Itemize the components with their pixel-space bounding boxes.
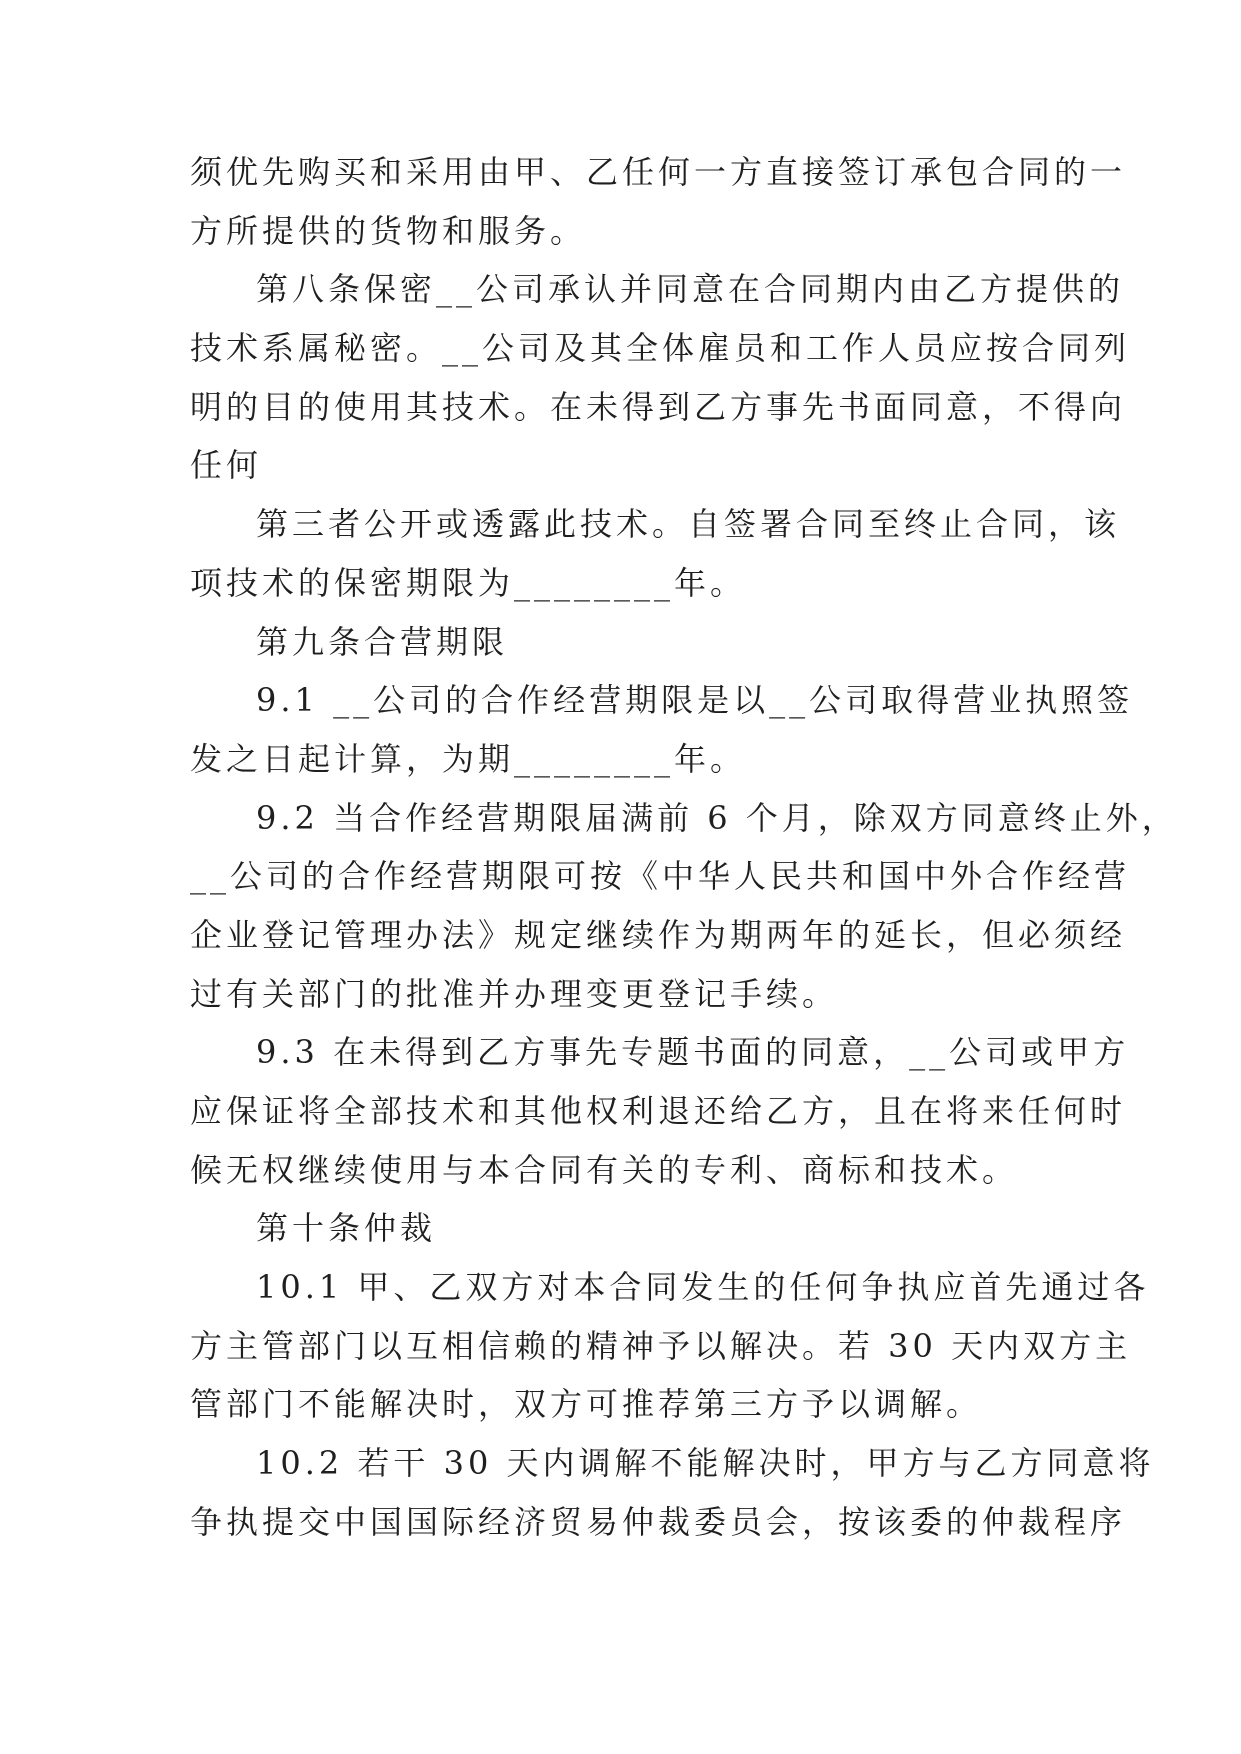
text-line: 9.3 在未得到乙方事先专题书面的同意，__公司或甲方 — [256, 1033, 1130, 1072]
text-line: 方主管部门以互相信赖的精神予以解决。若 30 天内双方主 — [190, 1326, 1132, 1365]
text-line: 任何 — [190, 446, 263, 485]
text-line: 过有关部门的批准并办理变更登记手续。 — [190, 974, 839, 1013]
text-line: 应保证将全部技术和其他权利退还给乙方，且在将来任何时 — [190, 1092, 1127, 1130]
text-line: 10.1 甲、乙双方对本合同发生的任何争执应首先通过各 — [256, 1268, 1150, 1307]
text-line: 明的目的使用其技术。在未得到乙方事先书面同意，不得向 — [190, 387, 1127, 426]
text-line: 9.1 __公司的合作经营期限是以__公司取得营业执照签 — [256, 681, 1134, 720]
text-line: 发之日起计算，为期________年。 — [190, 739, 747, 778]
text-line: 方所提供的货物和服务。 — [190, 211, 587, 250]
text-line: 企业登记管理办法》规定继续作为期两年的延长，但必须经 — [190, 915, 1127, 954]
contract-text — [190, 143, 1178, 1552]
text-line: 技术系属秘密。__公司及其全体雇员和工作人员应按合同列 — [190, 329, 1131, 368]
text-line: 候无权继续使用与本合同有关的专利、商标和技术。 — [190, 1150, 1019, 1189]
article-heading: 第十条仲裁 — [256, 1209, 437, 1248]
article-heading: 第九条合营期限 — [256, 622, 509, 661]
text-line: 管部门不能解决时，双方可推荐第三方予以调解。 — [190, 1385, 983, 1424]
text-line: 10.2 若干 30 天内调解不能解决时，甲方与乙方同意将 — [256, 1444, 1155, 1483]
text-line: 第八条保密__公司承认并同意在合同期内由乙方提供的 — [256, 270, 1125, 309]
text-line: __公司的合作经营期限可按《中华人民共和国中外合作经营 — [190, 857, 1131, 896]
text-line: 争执提交中国国际经济贸易仲裁委员会，按该委的仲裁程序 — [190, 1502, 1127, 1541]
text-line: 项技术的保密期限为________年。 — [190, 563, 747, 602]
text-line: 须优先购买和采用由甲、乙任何一方直接签订承包合同的一 — [190, 153, 1127, 191]
text-line: 第三者公开或透露此技术。自签署合同至终止合同，该 — [256, 505, 1121, 544]
text-line: 9.2 当合作经营期限届满前 6 个月，除双方同意终止外， — [256, 798, 1178, 837]
